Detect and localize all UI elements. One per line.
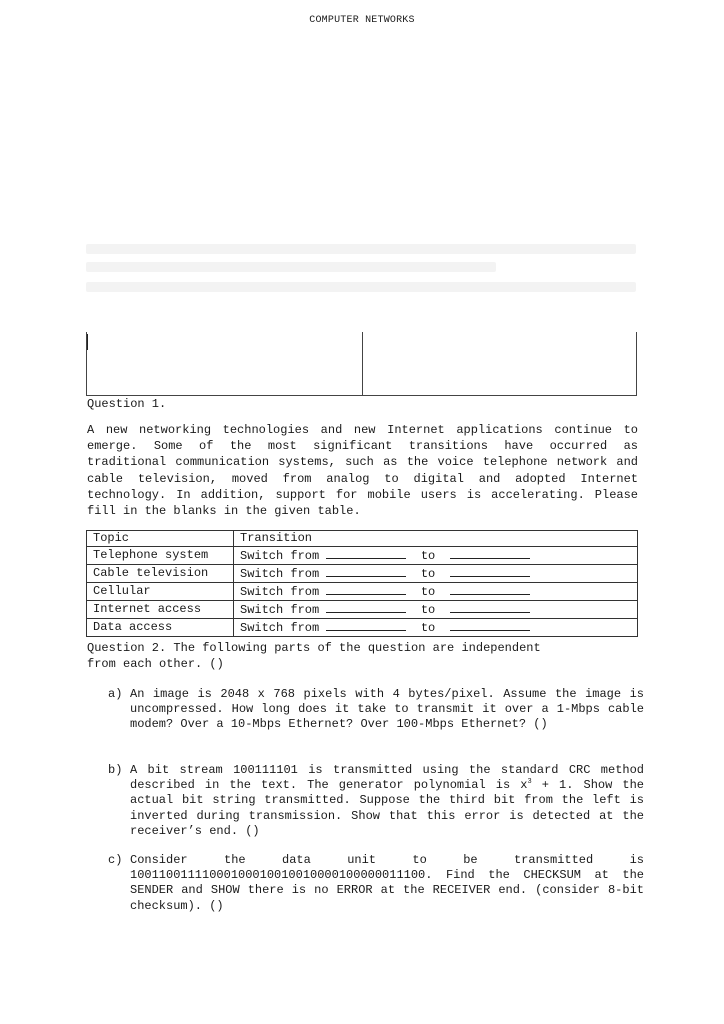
to-label: to — [420, 621, 436, 635]
part-a-label: a) — [108, 687, 123, 701]
redacted-line — [86, 262, 496, 272]
to-label: to — [420, 567, 436, 581]
transition-table — [86, 530, 638, 637]
blank-from[interactable] — [326, 547, 406, 559]
blank-to[interactable] — [450, 601, 530, 613]
switch-label: Switch from — [240, 567, 320, 581]
table-row — [87, 583, 638, 601]
question-2-part-a — [108, 687, 644, 733]
topic-cell: Cable television — [87, 565, 234, 583]
question-2-title-line2: from each other. () — [87, 657, 224, 671]
to-label: to — [420, 585, 436, 599]
box-divider — [362, 332, 363, 395]
part-b-text — [130, 763, 644, 839]
blank-from[interactable] — [326, 583, 406, 595]
table-header-row — [87, 531, 638, 547]
header-transition: Transition — [234, 531, 638, 547]
box-tick — [87, 334, 88, 350]
blank-from[interactable] — [326, 601, 406, 613]
part-b-text-end: + 1. Show the actual bit string transmitted. Suppose the third bit from the left is inverted during transmission. Show that this error is detected at the receiver’s end. () — [130, 778, 644, 838]
question-2-part-c — [108, 853, 644, 914]
header-topic: Topic — [87, 531, 234, 547]
part-b-text-start: A bit stream 100111101 is transmitted using the standard CRC method described in the text. The generator polynomial is x — [130, 763, 644, 793]
topic-cell: Cellular — [87, 583, 234, 601]
transition-cell — [234, 565, 638, 583]
switch-label: Switch from — [240, 585, 320, 599]
blank-from[interactable] — [326, 619, 406, 631]
part-b-exponent: 3 — [527, 778, 532, 787]
blank-to[interactable] — [450, 583, 530, 595]
blank-from[interactable] — [326, 565, 406, 577]
transition-cell — [234, 547, 638, 565]
topic-cell: Telephone system — [87, 547, 234, 565]
transition-cell — [234, 583, 638, 601]
question-2-title-line1: Question 2. The following parts of the question are independent — [87, 641, 541, 655]
part-b-label: b) — [108, 763, 123, 777]
to-label: to — [420, 603, 436, 617]
blank-to[interactable] — [450, 547, 530, 559]
table-row — [87, 601, 638, 619]
table-row — [87, 565, 638, 583]
topic-cell: Internet access — [87, 601, 234, 619]
switch-label: Switch from — [240, 603, 320, 617]
switch-label: Switch from — [240, 621, 320, 635]
transition-cell — [234, 601, 638, 619]
student-info-box — [86, 332, 637, 396]
table-row — [87, 619, 638, 637]
question-2-part-b — [108, 763, 644, 839]
question-1-title: Question 1. — [87, 397, 167, 411]
to-label: to — [420, 549, 436, 563]
part-c-line1: Consider the data unit to be transmitted is — [130, 853, 644, 867]
part-c-text: 10011001111000100010010010000100000011100. Find the CHECKSUM at the SENDER and SHOW there is no ERROR at the RECEIVER end. (consider 8-bit checksum). () — [130, 868, 644, 913]
part-a-text: An image is 2048 x 768 pixels with 4 bytes/pixel. Assume the image is uncompressed. How long does it take to transmit it over a 1-Mbps cable modem? Over a 10-Mbps Ethernet? Over 100-Mbps Ethernet? () — [130, 687, 644, 732]
blank-to[interactable] — [450, 619, 530, 631]
question-1-paragraph: A new networking technologies and new Internet applications continue to emerge. Some of the most significant transitions have occurred as traditional communication systems, such as the voice telephone network and cable television, moved from analog to digital and adopted Internet technology. In addition, support for mobile users is accelerating. Please fill in the blanks in the given table. — [87, 423, 638, 519]
topic-cell: Data access — [87, 619, 234, 637]
part-c-label: c) — [108, 853, 123, 867]
blank-to[interactable] — [450, 565, 530, 577]
redacted-line — [86, 282, 636, 292]
redacted-line — [86, 244, 636, 254]
switch-label: Switch from — [240, 549, 320, 563]
table-row — [87, 547, 638, 565]
transition-cell — [234, 619, 638, 637]
page-header: COMPUTER NETWORKS — [309, 15, 415, 26]
